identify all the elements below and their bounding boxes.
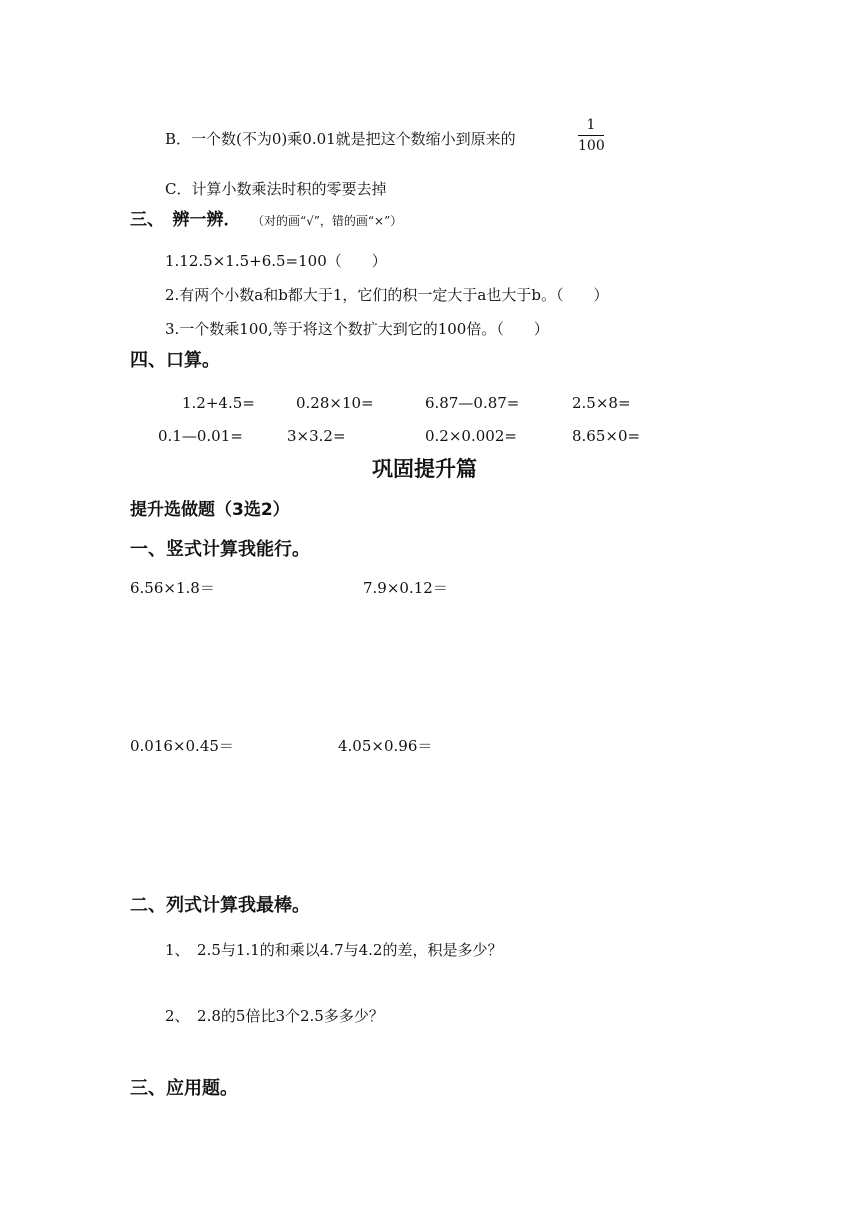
option-b: B．一个数(不为0)乘0.01就是把这个数缩小到原来的 bbox=[165, 130, 516, 148]
part-title: 巩固提升篇 bbox=[372, 457, 477, 481]
section3-heading: 三、 辨一辨． bbox=[130, 210, 241, 230]
mental-math-item: 2.5×8= bbox=[572, 394, 631, 412]
expression-calc-heading: 二、列式计算我最棒。 bbox=[130, 895, 310, 916]
mental-math-item: 3×3.2= bbox=[287, 427, 346, 445]
word-problem: 2、 2.8的5倍比3个2.5多多少？ bbox=[165, 1007, 384, 1025]
section3-note: （对的画“√”，错的画“×”） bbox=[252, 214, 403, 228]
judge-item-1: 1.12.5×1.5+6.5=100（ ） bbox=[165, 252, 387, 270]
vertical-calc-problem: 0.016×0.45＝ bbox=[130, 737, 234, 755]
option-c: C．计算小数乘法时积的零要去掉 bbox=[165, 180, 387, 198]
mental-math-item: 6.87—0.87= bbox=[425, 394, 520, 412]
mental-math-item: 0.28×10= bbox=[296, 394, 374, 412]
application-heading: 三、应用题。 bbox=[130, 1078, 238, 1099]
vertical-calc-problem: 4.05×0.96＝ bbox=[338, 737, 433, 755]
fraction-numerator: 1 bbox=[586, 117, 596, 133]
vertical-calc-heading: 一、竖式计算我能行。 bbox=[130, 539, 310, 560]
mental-math-item: 1.2+4.5= bbox=[182, 394, 255, 412]
word-problem: 1、 2.5与1.1的和乘以4.7与4.2的差，积是多少？ bbox=[165, 941, 503, 959]
mental-math-item: 8.65×0= bbox=[572, 427, 641, 445]
judge-item-3: 3.一个数乘100,等于将这个数扩大到它的100倍。（ ） bbox=[165, 320, 549, 338]
fraction-one-hundredth bbox=[578, 118, 604, 153]
section4-heading: 四、口算。 bbox=[130, 350, 220, 371]
judge-item-2: 2.有两个小数a和b都大于1，它们的积一定大于a也大于b。（ ） bbox=[165, 286, 609, 304]
fraction-denominator: 100 bbox=[578, 138, 605, 154]
vertical-calc-problem: 7.9×0.12＝ bbox=[363, 579, 448, 597]
vertical-calc-problem: 6.56×1.8＝ bbox=[130, 579, 215, 597]
mental-math-item: 0.1—0.01= bbox=[158, 427, 243, 445]
part-subtitle: 提升选做题（3选2） bbox=[130, 500, 290, 520]
mental-math-item: 0.2×0.002= bbox=[425, 427, 517, 445]
